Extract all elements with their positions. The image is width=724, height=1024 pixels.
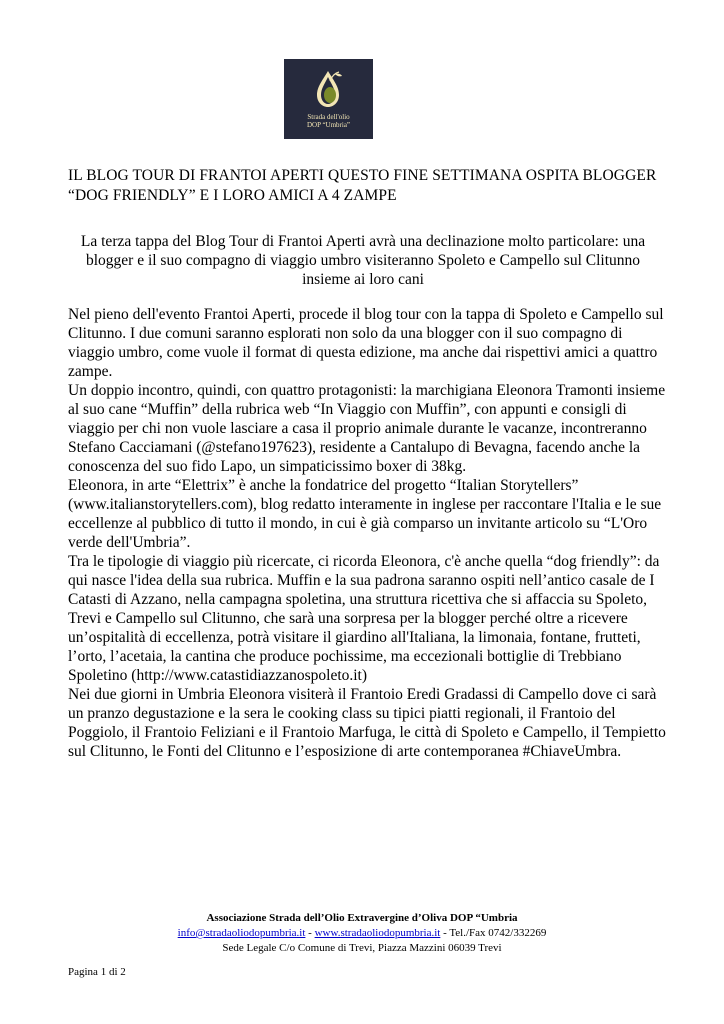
paragraph: Nei due giorni in Umbria Eleonora visiterà il Frantoio Eredi Gradassi di Campello dove ci sarà un pranzo degustazione e la sera le cooking class su tipici piatti regionali, il Frantoio del Poggiolo, il Frantoio Feliziani e il Frantoio Marfuga, le città di Spoleto e Campello, il Tempietto sul Clitunno, le Fonti del Clitunno e l’esposizione di arte contemporanea #ChiaveUmbra. xyxy=(68,686,666,760)
page-number: Pagina 1 di 2 xyxy=(68,966,126,978)
footer xyxy=(60,911,664,956)
footer-website-link[interactable]: www.stradaoliodopumbria.it xyxy=(314,927,441,939)
logo xyxy=(284,59,373,139)
document-subtitle: La terza tappa del Blog Tour di Frantoi Aperti avrà una declinazione molto particolare: una blogger e il suo compagno di viaggio umbro visiteranno Spoleto e Campello sul Clitunno insieme ai loro cani xyxy=(80,233,646,288)
paragraph: Eleonora, in arte “Elettrix” è anche la fondatrice del progetto “Italian Storytellers” (www.italianstorytellers.com), blog redatto interamente in inglese per raccontare l'Italia e le sue eccellenze al pubblico di tutto il mondo, in cui è già comparso un invitante articolo su “L'Oro verde dell'Umbria”. xyxy=(68,477,662,551)
logo-text-line1: Strada dell'olio xyxy=(307,113,350,121)
document-title: IL BLOG TOUR DI FRANTOI APERTI QUESTO FINE SETTIMANA OSPITA BLOGGER “DOG FRIENDLY” E I LORO AMICI A 4 ZAMPE xyxy=(68,167,657,204)
footer-organization: Associazione Strada dell’Olio Extravergine d’Oliva DOP “Umbria xyxy=(206,912,518,924)
footer-contacts xyxy=(60,926,664,941)
article-body xyxy=(68,305,668,761)
footer-address: Sede Legale C/o Comune di Trevi, Piazza Mazzini 06039 Trevi xyxy=(222,942,502,954)
footer-phone: - Tel./Fax 0742/332269 xyxy=(440,927,547,939)
paragraph: Nel pieno dell'evento Frantoi Aperti, procede il blog tour con la tappa di Spoleto e Campello sul Clitunno. I due comuni saranno esplorati non solo da una blogger con il suo compagno di viaggio umbro, come vuole il format di questa edizione, ma anche dai rispettivi amici a quattro zampe. xyxy=(68,306,664,380)
footer-separator: - xyxy=(305,927,315,939)
logo-text-line2: DOP “Umbria” xyxy=(306,121,351,129)
paragraph: Tra le tipologie di viaggio più ricercate, ci ricorda Eleonora, c'è anche quella “dog friendly”: da qui nasce l'idea della sua rubrica. Muffin e la sua padrona saranno ospiti nell’antico casale de I Catasti di Azzano, nella campagna spoletina, una struttura ricettiva che si affaccia su Spoleto, Trevi e Campello sul Clitunno, che sarà una sorpresa per la blogger perché oltre a ricevere un’ospitalità di eccellenza, potrà visitare il giardino all'Italiana, la limonaia, fontane, frutteti, l’orto, l’acetaia, la cantina che produce pochissime, ma eccezionali bottiglie di Trebbiano Spoletino (http://www.catastidiazzanospoleto.it) xyxy=(68,553,660,684)
footer-email-link[interactable]: info@stradaoliodopumbria.it xyxy=(177,927,306,939)
paragraph: Un doppio incontro, quindi, con quattro protagonisti: la marchigiana Eleonora Tramonti insieme al suo cane “Muffin” della rubrica web “In Viaggio con Muffin”, con appunti e consigli di viaggio per chi non vuole lasciare a casa il proprio animale durante le vacanze, incontreranno Stefano Cacciamani (@stefano197623), residente a Cantalupo di Bevagna, facendo anche la conoscenza del suo fido Lapo, un simpaticissimo boxer di 38kg. xyxy=(68,382,666,475)
